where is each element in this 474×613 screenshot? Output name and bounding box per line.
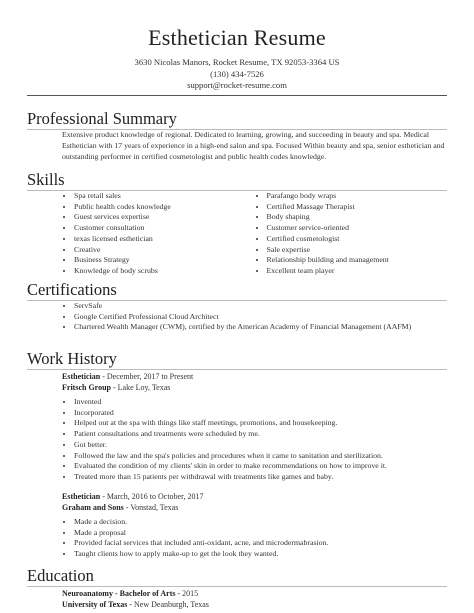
- skill-item: • texas licensed esthetician: [74, 234, 255, 245]
- education-entry: [62, 588, 447, 610]
- skill-item: • Body shaping: [267, 212, 448, 223]
- contact-email: support@rocket-resume.com: [187, 80, 287, 91]
- job-company-line: [62, 502, 447, 513]
- skill-item: • Knowledge of body scrubs: [74, 266, 255, 277]
- skill-item: • Sale expertise: [267, 245, 448, 256]
- education-school: University of Texas: [62, 600, 128, 609]
- job-role-line: [62, 371, 447, 382]
- skills-column-right: [255, 191, 448, 277]
- duty-item: • Got better.: [74, 440, 447, 451]
- job-duties: [62, 517, 447, 560]
- job-company: Fritsch Group: [62, 383, 111, 392]
- skill-item: • Customer consultation: [74, 223, 255, 234]
- certification-item: • Google Certified Professional Cloud Architect: [74, 312, 447, 323]
- skill-item: • Excellent team player: [267, 266, 448, 277]
- duty-item: • Taught clients how to apply make-up to get the look they wanted.: [74, 549, 447, 560]
- job-company-line: [62, 382, 447, 393]
- job-entry: [62, 371, 447, 483]
- certification-item: • ServSafe: [74, 301, 447, 312]
- job-location: - Lake Loy, Texas: [110, 383, 171, 392]
- education-location: - New Deanburgh, Texas: [127, 600, 209, 609]
- skill-item: • Certified cosmetologist: [267, 234, 448, 245]
- skill-item: • Business Strategy: [74, 255, 255, 266]
- contact-block: [0, 57, 474, 92]
- education-divider: [27, 586, 447, 587]
- resume-header: [0, 0, 474, 92]
- header-divider: [27, 95, 447, 96]
- job-role: Esthetician: [62, 372, 101, 381]
- education-heading: Education: [27, 566, 94, 585]
- skill-item: • Guest services expertise: [74, 212, 255, 223]
- duty-item: • Invented: [74, 397, 447, 408]
- contact-address: 3630 Nicolas Manors, Rocket Resume, TX 92053-3364 US: [134, 57, 340, 67]
- job-entry: [62, 491, 447, 560]
- duty-item: • Provided facial services that included anti-oxidant, acne, and microdermabrasion.: [74, 538, 447, 549]
- education-degree-line: [62, 588, 447, 599]
- work-history-divider: [27, 369, 447, 370]
- duty-item: • Helped out at the spa with things like staff meetings, promotions, and housekeeping.: [74, 418, 447, 429]
- duty-item: • Evaluated the condition of my clients' skin in order to make recommendations on how to improve it.: [74, 461, 447, 472]
- certifications-list: [62, 301, 447, 333]
- job-company: Graham and Sons: [62, 503, 124, 512]
- job-duties: [62, 397, 447, 483]
- education-year: - 2015: [175, 589, 199, 598]
- summary-text: Extensive product knowledge of regional. Dedicated to learning, growing, and succeeding in beauty and spa. Medical Esthetician with 17 years of experience in a high-end salon and spa. Focused Within beauty and spa, senior esthetician and outstanding performer in certified cosmetologist and public health codes knowledge.: [62, 130, 445, 161]
- skill-item: • Spa retail sales: [74, 191, 255, 202]
- job-dates: - December, 2017 to Present: [100, 372, 194, 381]
- summary-heading: Professional Summary: [27, 109, 177, 128]
- duty-item: • Patient consultations and treatments were scheduled by me.: [74, 429, 447, 440]
- skills-column-left: [62, 191, 255, 277]
- skill-item: • Certified Massage Therapist: [267, 202, 448, 213]
- skill-item: • Customer service-oriented: [267, 223, 448, 234]
- skill-item: • Creative: [74, 245, 255, 256]
- contact-phone: (130) 434-7526: [210, 68, 264, 79]
- duty-item: • Followed the law and the spa's policies and procedures when it came to sanitation and sterilization.: [74, 451, 447, 462]
- education-school-line: [62, 599, 447, 610]
- skills-list: [62, 191, 447, 277]
- resume-title: Esthetician Resume: [148, 25, 326, 50]
- skill-item: • Public health codes knowledge: [74, 202, 255, 213]
- duty-item: • Treated more than 15 patients per withdrawal with treatments like games and baby.: [74, 472, 447, 483]
- education-degree: Neuroanatomy - Bachelor of Arts: [62, 589, 176, 598]
- skills-heading: Skills: [27, 170, 65, 189]
- job-role-line: [62, 491, 447, 502]
- job-dates: - March, 2016 to October, 2017: [100, 492, 204, 501]
- skill-item: • Parafango body wraps: [267, 191, 448, 202]
- job-location: - Vonstad, Texas: [123, 503, 179, 512]
- certification-item: • Chartered Wealth Manager (CWM), certified by the American Academy of Financial Management (AAFM): [74, 322, 447, 333]
- skill-item: • Relationship building and management: [267, 255, 448, 266]
- certifications-heading: Certifications: [27, 280, 117, 299]
- duty-item: • Made a decision.: [74, 517, 447, 528]
- duty-item: • Made a proposal: [74, 528, 447, 539]
- work-history-heading: Work History: [27, 349, 117, 368]
- duty-item: • Incorporated: [74, 408, 447, 419]
- job-role: Esthetician: [62, 492, 101, 501]
